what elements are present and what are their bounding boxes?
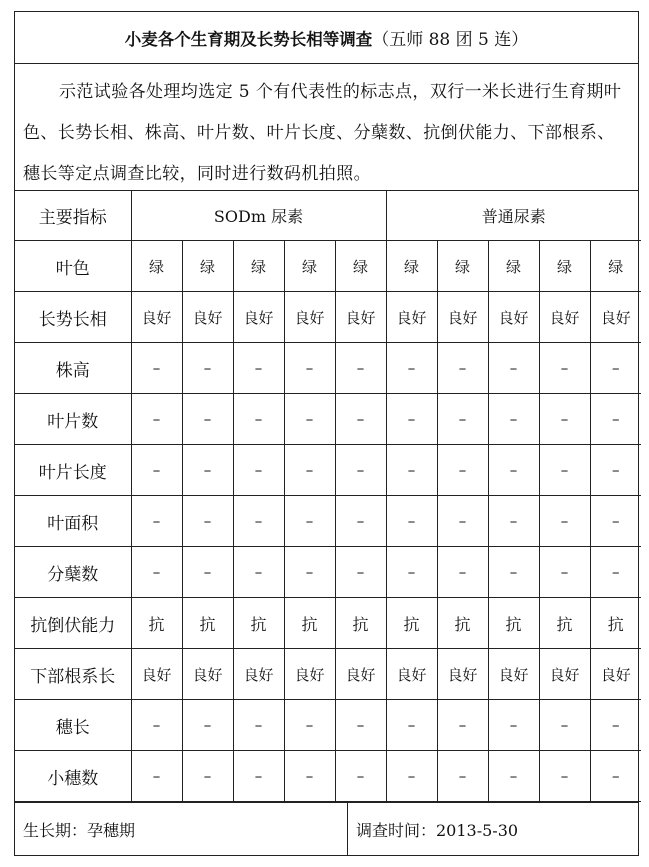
- table-cell: –: [488, 751, 539, 802]
- table-cell: –: [488, 700, 539, 751]
- table-cell: –: [488, 445, 539, 496]
- table-cell: 良好: [233, 649, 284, 700]
- header-normal-urea: 普通尿素: [386, 191, 641, 241]
- table-cell: 良好: [590, 292, 641, 343]
- table-row: [15, 292, 641, 343]
- row-label: 分蘖数: [15, 547, 131, 598]
- table-cell: –: [335, 700, 386, 751]
- table-cell: –: [182, 700, 233, 751]
- table-cell: 抗: [539, 598, 590, 649]
- table-cell: 良好: [284, 292, 335, 343]
- header-indicator: 主要指标: [15, 191, 131, 241]
- table-cell: –: [233, 496, 284, 547]
- table-cell: –: [386, 700, 437, 751]
- row-label: 株高: [15, 343, 131, 394]
- table-cell: 绿: [539, 241, 590, 292]
- table-cell: –: [488, 496, 539, 547]
- table-cell: –: [284, 751, 335, 802]
- row-label: 下部根系长: [15, 649, 131, 700]
- row-label: 叶片数: [15, 394, 131, 445]
- table-cell: –: [182, 547, 233, 598]
- table-cell: 抗: [233, 598, 284, 649]
- table-cell: –: [539, 445, 590, 496]
- table-cell: 良好: [233, 292, 284, 343]
- table-row: [15, 547, 641, 598]
- table-row: [15, 445, 641, 496]
- table-row: [15, 241, 641, 292]
- survey-table: [15, 191, 641, 802]
- table-cell: 抗: [131, 598, 182, 649]
- table-cell: 抗: [335, 598, 386, 649]
- survey-sheet: [14, 11, 639, 856]
- table-cell: 良好: [284, 649, 335, 700]
- growth-stage: 生长期：孕穗期: [15, 803, 348, 855]
- table-cell: –: [335, 445, 386, 496]
- table-cell: 抗: [386, 598, 437, 649]
- table-cell: –: [437, 496, 488, 547]
- table-row: [15, 751, 641, 802]
- table-cell: –: [437, 343, 488, 394]
- table-row: [15, 598, 641, 649]
- row-label: 抗倒伏能力: [15, 598, 131, 649]
- table-cell: –: [335, 751, 386, 802]
- table-cell: –: [437, 700, 488, 751]
- table-cell: 绿: [590, 241, 641, 292]
- row-label: 叶面积: [15, 496, 131, 547]
- table-cell: –: [386, 496, 437, 547]
- table-cell: –: [539, 496, 590, 547]
- table-cell: –: [182, 751, 233, 802]
- table-cell: –: [590, 394, 641, 445]
- document-title: [15, 12, 638, 64]
- table-cell: –: [284, 547, 335, 598]
- table-cell: 绿: [284, 241, 335, 292]
- table-cell: –: [233, 700, 284, 751]
- table-cell: 良好: [386, 649, 437, 700]
- table-cell: –: [539, 547, 590, 598]
- table-cell: 绿: [182, 241, 233, 292]
- table-cell: –: [233, 751, 284, 802]
- table-cell: –: [182, 394, 233, 445]
- table-cell: –: [335, 496, 386, 547]
- table-cell: 抗: [182, 598, 233, 649]
- table-cell: –: [488, 394, 539, 445]
- table-cell: –: [590, 700, 641, 751]
- table-cell: –: [539, 700, 590, 751]
- table-cell: –: [131, 343, 182, 394]
- table-cell: –: [590, 751, 641, 802]
- table-cell: 良好: [131, 649, 182, 700]
- table-cell: –: [437, 445, 488, 496]
- table-cell: 良好: [131, 292, 182, 343]
- table-row: [15, 496, 641, 547]
- table-cell: –: [590, 343, 641, 394]
- table-cell: –: [284, 700, 335, 751]
- title-text: 小麦各个生育期及长势长相等调查: [124, 29, 373, 49]
- table-cell: 良好: [386, 292, 437, 343]
- table-cell: –: [233, 547, 284, 598]
- table-cell: –: [182, 343, 233, 394]
- table-header-row: [15, 191, 641, 241]
- table-cell: –: [182, 496, 233, 547]
- table-cell: –: [131, 547, 182, 598]
- table-cell: 良好: [539, 649, 590, 700]
- table-cell: –: [284, 394, 335, 445]
- table-cell: –: [335, 547, 386, 598]
- table-cell: –: [233, 343, 284, 394]
- table-cell: –: [131, 751, 182, 802]
- table-cell: 良好: [182, 649, 233, 700]
- table-cell: 绿: [488, 241, 539, 292]
- table-cell: –: [539, 394, 590, 445]
- table-cell: –: [488, 343, 539, 394]
- table-cell: –: [284, 343, 335, 394]
- table-cell: 抗: [284, 598, 335, 649]
- table-cell: 良好: [437, 292, 488, 343]
- table-cell: –: [539, 751, 590, 802]
- table-cell: –: [386, 445, 437, 496]
- table-cell: 良好: [488, 649, 539, 700]
- table-cell: 抗: [437, 598, 488, 649]
- table-cell: 绿: [437, 241, 488, 292]
- table-cell: 良好: [437, 649, 488, 700]
- table-cell: –: [590, 445, 641, 496]
- table-cell: –: [131, 394, 182, 445]
- table-cell: 绿: [335, 241, 386, 292]
- table-row: [15, 700, 641, 751]
- table-cell: –: [488, 547, 539, 598]
- table-row: [15, 343, 641, 394]
- table-row: [15, 394, 641, 445]
- table-cell: –: [386, 751, 437, 802]
- table-cell: 绿: [233, 241, 284, 292]
- table-cell: 良好: [539, 292, 590, 343]
- row-label: 叶片长度: [15, 445, 131, 496]
- table-cell: 绿: [386, 241, 437, 292]
- table-cell: –: [284, 496, 335, 547]
- table-cell: –: [590, 547, 641, 598]
- table-cell: –: [437, 394, 488, 445]
- table-cell: –: [284, 445, 335, 496]
- table-cell: 良好: [488, 292, 539, 343]
- table-cell: –: [335, 343, 386, 394]
- table-cell: 良好: [335, 292, 386, 343]
- table-cell: –: [131, 700, 182, 751]
- header-sodm-urea: SODm 尿素: [131, 191, 386, 241]
- table-cell: –: [437, 751, 488, 802]
- survey-date: 调查时间：2013-5-30: [356, 820, 519, 840]
- table-cell: 抗: [590, 598, 641, 649]
- table-cell: –: [539, 343, 590, 394]
- table-cell: 良好: [590, 649, 641, 700]
- intro-paragraph: 示范试验各处理均选定 5 个有代表性的标志点，双行一米长进行生育期叶色、长势长相、株高、叶片数、叶片长度、分蘖数、抗倒伏能力、下部根系、穗长等定点调查比较，同时进行数码机拍照。: [15, 64, 638, 191]
- table-cell: –: [590, 496, 641, 547]
- table-cell: 良好: [182, 292, 233, 343]
- row-label: 穗长: [15, 700, 131, 751]
- table-cell: –: [386, 343, 437, 394]
- table-cell: –: [386, 394, 437, 445]
- row-label: 长势长相: [15, 292, 131, 343]
- footer: [15, 802, 638, 855]
- table-cell: –: [182, 445, 233, 496]
- title-note: （五师 88 团 5 连）: [372, 30, 529, 50]
- table-cell: –: [131, 445, 182, 496]
- row-label: 小穗数: [15, 751, 131, 802]
- table-cell: 绿: [131, 241, 182, 292]
- table-cell: 抗: [488, 598, 539, 649]
- table-cell: –: [233, 394, 284, 445]
- table-cell: –: [386, 547, 437, 598]
- table-cell: –: [131, 496, 182, 547]
- table-cell: –: [233, 445, 284, 496]
- table-cell: –: [437, 547, 488, 598]
- table-row: [15, 649, 641, 700]
- table-cell: –: [335, 394, 386, 445]
- table-cell: 良好: [335, 649, 386, 700]
- row-label: 叶色: [15, 241, 131, 292]
